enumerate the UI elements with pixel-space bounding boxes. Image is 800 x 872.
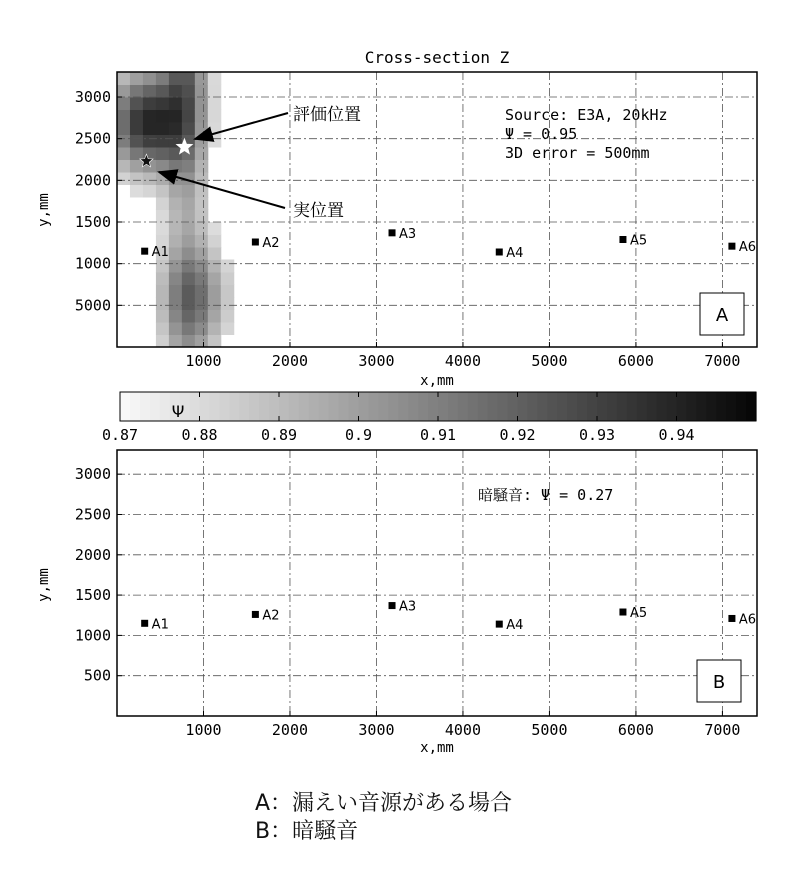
sensor-label: A5 [629, 233, 648, 249]
heatmap-cell [169, 97, 182, 110]
heatmap-cell [169, 222, 182, 235]
heatmap-cell [182, 210, 195, 223]
sensor-markers [141, 600, 756, 634]
heatmap-cell [182, 222, 195, 235]
colorbar-cell [160, 392, 171, 421]
colorbar-tick-label: 0.89 [260, 426, 298, 444]
colorbar-cell [637, 392, 648, 421]
y-tick-label: 2500 [74, 505, 111, 524]
heatmap-cell [156, 297, 169, 310]
heatmap-cell [208, 97, 221, 110]
heatmap-cell [169, 160, 182, 173]
heatmap-cell [169, 235, 182, 248]
colorbar-cell [140, 392, 151, 421]
heatmap-cell [195, 85, 208, 98]
y-tick-label: 2000 [74, 545, 111, 564]
colorbar-cell [428, 392, 439, 421]
heatmap-cell [195, 335, 208, 348]
colorbar-cell [498, 392, 509, 421]
colorbar-cell [269, 392, 280, 421]
colorbar-cell [458, 392, 469, 421]
heatmap-cell [208, 285, 221, 298]
sensor-marker [389, 602, 396, 609]
colorbar-cell [190, 392, 201, 421]
heatmap-cell [169, 272, 182, 285]
sensor-marker [728, 615, 735, 622]
colorbar-cell [219, 392, 230, 421]
heatmap-cell [195, 160, 208, 173]
heatmap-cell [143, 72, 156, 85]
heatmap-cell [117, 172, 130, 185]
colorbar-cell [607, 392, 618, 421]
heatmap-cell [208, 235, 221, 248]
heatmap-cell [182, 247, 195, 260]
heatmap-cell [221, 322, 234, 335]
colorbar-cell [577, 392, 588, 421]
heatmap-cell [169, 322, 182, 335]
plot-frame [117, 450, 757, 716]
colorbar-tick-label: 0.9 [344, 426, 373, 444]
background-noise-annotation: 暗騒音: Ψ = 0.27 [478, 486, 614, 504]
colorbar-cell [408, 392, 419, 421]
heatmap-cell [156, 197, 169, 210]
colorbar-cell [239, 392, 250, 421]
heatmap-cell [221, 297, 234, 310]
colorbar-cell [537, 392, 548, 421]
heatmap-cell [130, 147, 143, 160]
heatmap-cell [208, 135, 221, 148]
heatmap-cell [195, 72, 208, 85]
heatmap-cell [221, 310, 234, 323]
heatmap-cell [143, 185, 156, 198]
heatmap-cell [208, 260, 221, 273]
heatmap-cell [195, 147, 208, 160]
annotation-line: Ψ = 0.95 [505, 125, 578, 143]
heatmap-cell [182, 85, 195, 98]
x-tick-label: 4000 [444, 352, 482, 370]
heatmap-cell [130, 185, 143, 198]
heatmap-cell [182, 285, 195, 298]
heatmap-cell [208, 72, 221, 85]
sensor-label: A6 [738, 240, 757, 256]
heatmap-cell [156, 160, 169, 173]
sensor-label: A4 [506, 618, 524, 634]
heatmap-cell [117, 110, 130, 123]
heatmap-cell [182, 260, 195, 273]
heatmap-cell [221, 260, 234, 273]
colorbar-cell [567, 392, 578, 421]
heatmap-cell [156, 260, 169, 273]
heatmap-cell [182, 272, 195, 285]
panel-b [36, 450, 757, 756]
colorbar-cell [398, 392, 409, 421]
heatmap-cell [208, 297, 221, 310]
x-tick-label: 1000 [185, 721, 222, 739]
y-tick-label: 1500 [74, 213, 111, 231]
heatmap-cell [195, 235, 208, 248]
heatmap-cell [169, 310, 182, 323]
sensor-marker [389, 229, 396, 236]
heatmap-cell [156, 122, 169, 135]
colorbar-cell [289, 392, 300, 421]
x-axis-label: x,mm [420, 740, 454, 756]
heatmap-cell [208, 272, 221, 285]
colorbar-cell [597, 392, 608, 421]
colorbar-cell [527, 392, 538, 421]
colorbar-cell [388, 392, 399, 421]
heatmap-cell [208, 110, 221, 123]
heatmap-cell [117, 135, 130, 148]
y-tick-label: 1000 [74, 254, 111, 273]
x-tick-label: 2000 [271, 352, 309, 370]
heatmap-cell [156, 97, 169, 110]
sensor-marker [496, 621, 503, 628]
colorbar-cell [309, 392, 320, 421]
colorbar-cell [339, 392, 350, 421]
colorbar-cell [736, 392, 747, 421]
colorbar-cell [706, 392, 717, 421]
x-tick-label: 2000 [271, 721, 309, 739]
colorbar-tick-label: 0.91 [419, 426, 457, 444]
heatmap-cell [195, 272, 208, 285]
colorbar-tick-label: 0.94 [658, 426, 695, 444]
heatmap-cell [156, 135, 169, 148]
colorbar-cell [617, 392, 628, 421]
heatmap-cell [221, 272, 234, 285]
heatmap-cell [195, 197, 208, 210]
sensor-marker [141, 248, 148, 255]
y-axis-label: y,mm [36, 193, 52, 227]
x-tick-label: 1000 [185, 352, 222, 370]
chart-title: Cross-section Z [364, 48, 510, 67]
sensor-label: A6 [738, 612, 757, 628]
x-tick-label: 4000 [444, 721, 482, 739]
x-tick-label: 3000 [358, 352, 395, 370]
heatmap-cell [156, 210, 169, 223]
colorbar-cell [259, 392, 270, 421]
panel-a [36, 48, 757, 389]
heatmap-cell [117, 160, 130, 173]
heatmap-cell [195, 97, 208, 110]
heatmap-cell [182, 122, 195, 135]
heatmap-cell [143, 122, 156, 135]
colorbar-cell [488, 392, 499, 421]
colorbar-cell [677, 392, 688, 421]
colorbar-cell [279, 392, 290, 421]
heatmap-cell [195, 110, 208, 123]
heatmap-cell [169, 335, 182, 348]
y-tick-label: 500 [83, 666, 111, 685]
colorbar-cell [150, 392, 161, 421]
colorbar-cell [329, 392, 340, 421]
colorbar-cell [647, 392, 658, 421]
colorbar-cell [249, 392, 260, 421]
colorbar [102, 392, 757, 444]
colorbar-tick-label: 0.87 [101, 426, 139, 444]
colorbar-tick-label: 0.92 [499, 426, 536, 444]
heatmap-cell [169, 185, 182, 198]
sensor-label: A3 [399, 226, 417, 242]
heatmap-cell [143, 172, 156, 185]
heatmap-cell [130, 97, 143, 110]
heatmap-cell [130, 135, 143, 148]
heatmap-cell [156, 335, 169, 348]
x-axis-label: x,mm [420, 373, 454, 389]
heatmap-cell [182, 310, 195, 323]
heatmap-cell [182, 335, 195, 348]
colorbar-label: Ψ [171, 402, 185, 421]
heatmap-cell [117, 97, 130, 110]
heatmap-cell [208, 247, 221, 260]
sensor-marker [141, 620, 148, 627]
y-tick-label: 3000 [74, 465, 111, 484]
colorbar-cell [657, 392, 668, 421]
heatmap-cell [208, 222, 221, 235]
colorbar-cell [686, 392, 697, 421]
heatmap-cell [169, 122, 182, 135]
heatmap-cell [130, 122, 143, 135]
sensor-label: A1 [151, 617, 169, 633]
y-tick-label: 1000 [74, 626, 111, 645]
heatmap-cell [130, 85, 143, 98]
colorbar-cell [359, 392, 370, 421]
heatmap-cell [195, 122, 208, 135]
colorbar-cell [547, 392, 558, 421]
colorbar-cell [378, 392, 389, 421]
heatmap-cell [156, 85, 169, 98]
heatmap-cell [182, 235, 195, 248]
colorbar-cell [667, 392, 678, 421]
y-axis-label: y,mm [36, 568, 52, 602]
panel-label: A [715, 305, 729, 326]
heatmap-cell [156, 272, 169, 285]
heatmap-cell [156, 310, 169, 323]
estimated-position-label: 評価位置 [293, 105, 361, 125]
sensor-marker [252, 611, 259, 618]
colorbar-cell [209, 392, 220, 421]
sensor-marker [619, 609, 626, 616]
heatmap-cell [156, 185, 169, 198]
y-tick-label: 2500 [74, 129, 111, 148]
heatmap-cell [182, 185, 195, 198]
colorbar-cell [418, 392, 429, 421]
colorbar-tick-label: 0.88 [181, 426, 218, 444]
heatmap-cell [130, 72, 143, 85]
sensor-marker [728, 243, 735, 250]
x-tick-label: 6000 [617, 721, 654, 739]
y-tick-label: 5000 [74, 296, 111, 315]
heatmap-cell [143, 110, 156, 123]
heatmap-cell [169, 72, 182, 85]
colorbar-cell [518, 392, 529, 421]
heatmap-cell [143, 135, 156, 148]
sensor-marker [496, 249, 503, 256]
colorbar-cell [716, 392, 727, 421]
heatmap-cells [117, 72, 234, 348]
grid-lines [117, 450, 757, 716]
heatmap-cell [143, 97, 156, 110]
panel-label: B [712, 672, 726, 693]
heatmap-cell [169, 285, 182, 298]
y-tick-label: 2000 [74, 171, 111, 190]
y-tick-label: 1500 [74, 586, 111, 605]
heatmap-cell [195, 260, 208, 273]
heatmap-cell [208, 322, 221, 335]
x-tick-label: 7000 [704, 352, 741, 370]
sensor-marker [252, 239, 259, 246]
heatmap-cell [182, 110, 195, 123]
heatmap-cell [143, 85, 156, 98]
sensor-label: A5 [629, 606, 648, 622]
colorbar-cell [319, 392, 330, 421]
x-tick-label: 3000 [358, 721, 395, 739]
heatmap-cell [195, 297, 208, 310]
colorbar-cell [349, 392, 360, 421]
heatmap-cell [117, 72, 130, 85]
info-annotation [505, 106, 668, 162]
sensor-markers [141, 227, 756, 261]
colorbar-cell [368, 392, 379, 421]
heatmap-cell [208, 335, 221, 348]
heatmap-cell [182, 160, 195, 173]
heatmap-cell [195, 322, 208, 335]
heatmap-cell [169, 260, 182, 273]
caption-line-b: B：暗騒音 [255, 819, 359, 844]
heatmap-cell [117, 147, 130, 160]
actual-position-label: 実位置 [293, 201, 344, 221]
heatmap-cell [169, 210, 182, 223]
heatmap-cell [208, 310, 221, 323]
heatmap-cell [195, 210, 208, 223]
heatmap-cell [130, 172, 143, 185]
heatmap-cell [195, 222, 208, 235]
heatmap-cell [182, 197, 195, 210]
colorbar-tick-label: 0.93 [578, 426, 616, 444]
colorbar-cell [120, 392, 131, 421]
colorbar-cell [468, 392, 479, 421]
colorbar-cell [726, 392, 737, 421]
heatmap-cell [117, 85, 130, 98]
heatmap-cell [195, 285, 208, 298]
heatmap-cell [156, 72, 169, 85]
x-tick-label: 5000 [531, 721, 568, 739]
caption-line-a: A：漏えい音源がある場合 [255, 791, 513, 816]
heatmap-cell [182, 322, 195, 335]
annotation-line: Source: E3A, 20kHz [505, 106, 668, 124]
colorbar-cell [299, 392, 310, 421]
heatmap-cell [156, 110, 169, 123]
sensor-label: A1 [151, 245, 169, 261]
x-tick-label: 5000 [531, 352, 568, 370]
y-tick-label: 3000 [74, 88, 111, 106]
heatmap-cell [169, 110, 182, 123]
colorbar-cell [438, 392, 449, 421]
x-tick-label: 6000 [617, 352, 654, 370]
heatmap-cell [169, 85, 182, 98]
heatmap-cell [182, 97, 195, 110]
colorbar-cell [696, 392, 707, 421]
heatmap-cell [156, 285, 169, 298]
sensor-label: A2 [262, 236, 280, 251]
colorbar-cell [200, 392, 211, 421]
heatmap-cell [195, 247, 208, 260]
heatmap-cell [182, 72, 195, 85]
heatmap-cell [156, 322, 169, 335]
heatmap-cell [117, 122, 130, 135]
heatmap-cell [169, 197, 182, 210]
sensor-label: A4 [506, 246, 524, 261]
sensor-label: A3 [399, 599, 417, 615]
heatmap-cell [169, 297, 182, 310]
colorbar-cell [229, 392, 240, 421]
heatmap-cell [156, 222, 169, 235]
heatmap-cell [182, 297, 195, 310]
heatmap-cell [156, 147, 169, 160]
colorbar-cell [627, 392, 638, 421]
colorbar-cell [478, 392, 489, 421]
sensor-marker [619, 236, 626, 243]
sensor-label: A2 [262, 608, 280, 624]
heatmap-cell [221, 285, 234, 298]
colorbar-cell [448, 392, 459, 421]
heatmap-cell [130, 160, 143, 173]
colorbar-cell [130, 392, 141, 421]
annotation-line: 3D error = 500mm [505, 144, 650, 162]
x-tick-label: 7000 [704, 721, 741, 739]
heatmap-cell [130, 110, 143, 123]
heatmap-cell [169, 247, 182, 260]
heatmap-cell [195, 310, 208, 323]
colorbar-cell [587, 392, 598, 421]
colorbar-cell [557, 392, 568, 421]
heatmap-cell [208, 85, 221, 98]
colorbar-cell [508, 392, 519, 421]
colorbar-cell [746, 392, 757, 421]
